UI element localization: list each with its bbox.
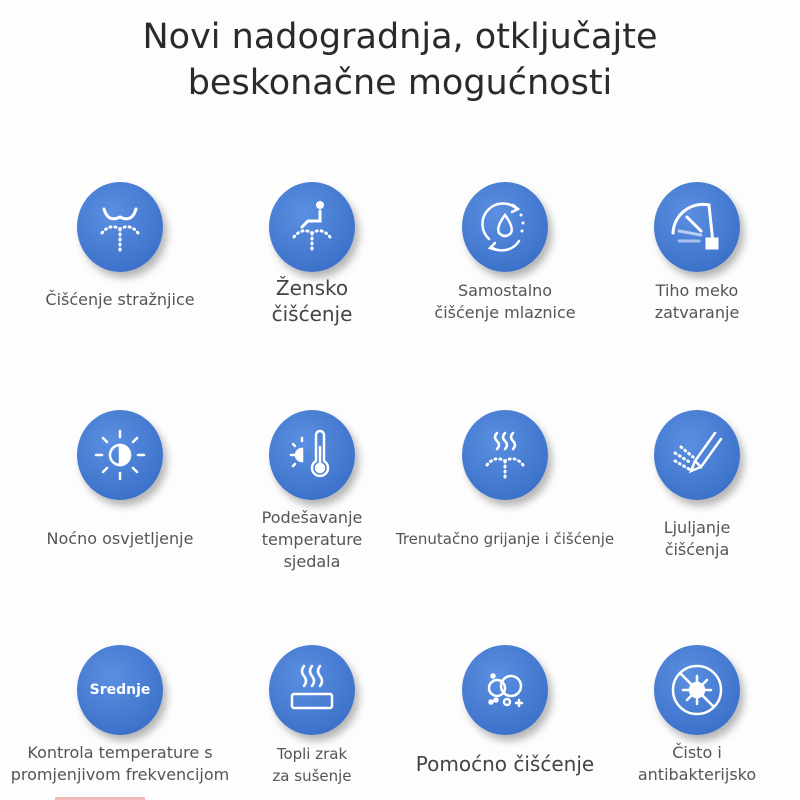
bubble-cleaning-icon — [462, 645, 548, 735]
antibacterial-icon — [654, 645, 740, 735]
feature-label: Čisto i antibakterijsko — [637, 743, 757, 784]
feature-label: Samostalno čišćenje mlaznice — [434, 281, 576, 322]
feature-label: Ljuljanje čišćenja — [663, 518, 731, 559]
buttock-wash-icon — [77, 182, 163, 272]
feminine-wash-icon — [269, 182, 355, 272]
soft-close-lid-icon — [654, 182, 740, 272]
warm-air-dryer-icon — [269, 645, 355, 735]
instant-heating-icon — [462, 410, 548, 500]
feature-label: Trenutačno grijanje i čišćenje — [395, 530, 615, 548]
feature-label: Kontrola temperature s promjenjivom frekvencijom — [10, 743, 230, 784]
title-line-2: beskonačne mogućnosti — [187, 63, 613, 103]
feature-label: Žensko čišćenje — [271, 276, 353, 326]
oscillating-wash-icon — [654, 410, 740, 500]
feature-label: Čišćenje stražnjice — [45, 290, 195, 309]
seat-temperature-icon — [269, 410, 355, 500]
self-cleaning-nozzle-icon — [462, 182, 548, 272]
feature-label: Tiho meko zatvaranje — [654, 281, 740, 322]
night-light-icon — [77, 410, 163, 500]
feature-label: Topli zrak za sušenje — [272, 745, 352, 785]
feature-label: Pomoćno čišćenje — [415, 752, 595, 776]
variable-frequency-icon — [77, 645, 163, 735]
feature-label: Noćno osvjetljenje — [46, 529, 194, 548]
page-title — [0, 14, 800, 106]
title-line-1: Novi nadogradnja, otključajte — [142, 17, 658, 57]
temperature-level-badge: Srednje — [89, 682, 151, 698]
feature-label: Podešavanje temperature sjedala — [261, 508, 363, 571]
